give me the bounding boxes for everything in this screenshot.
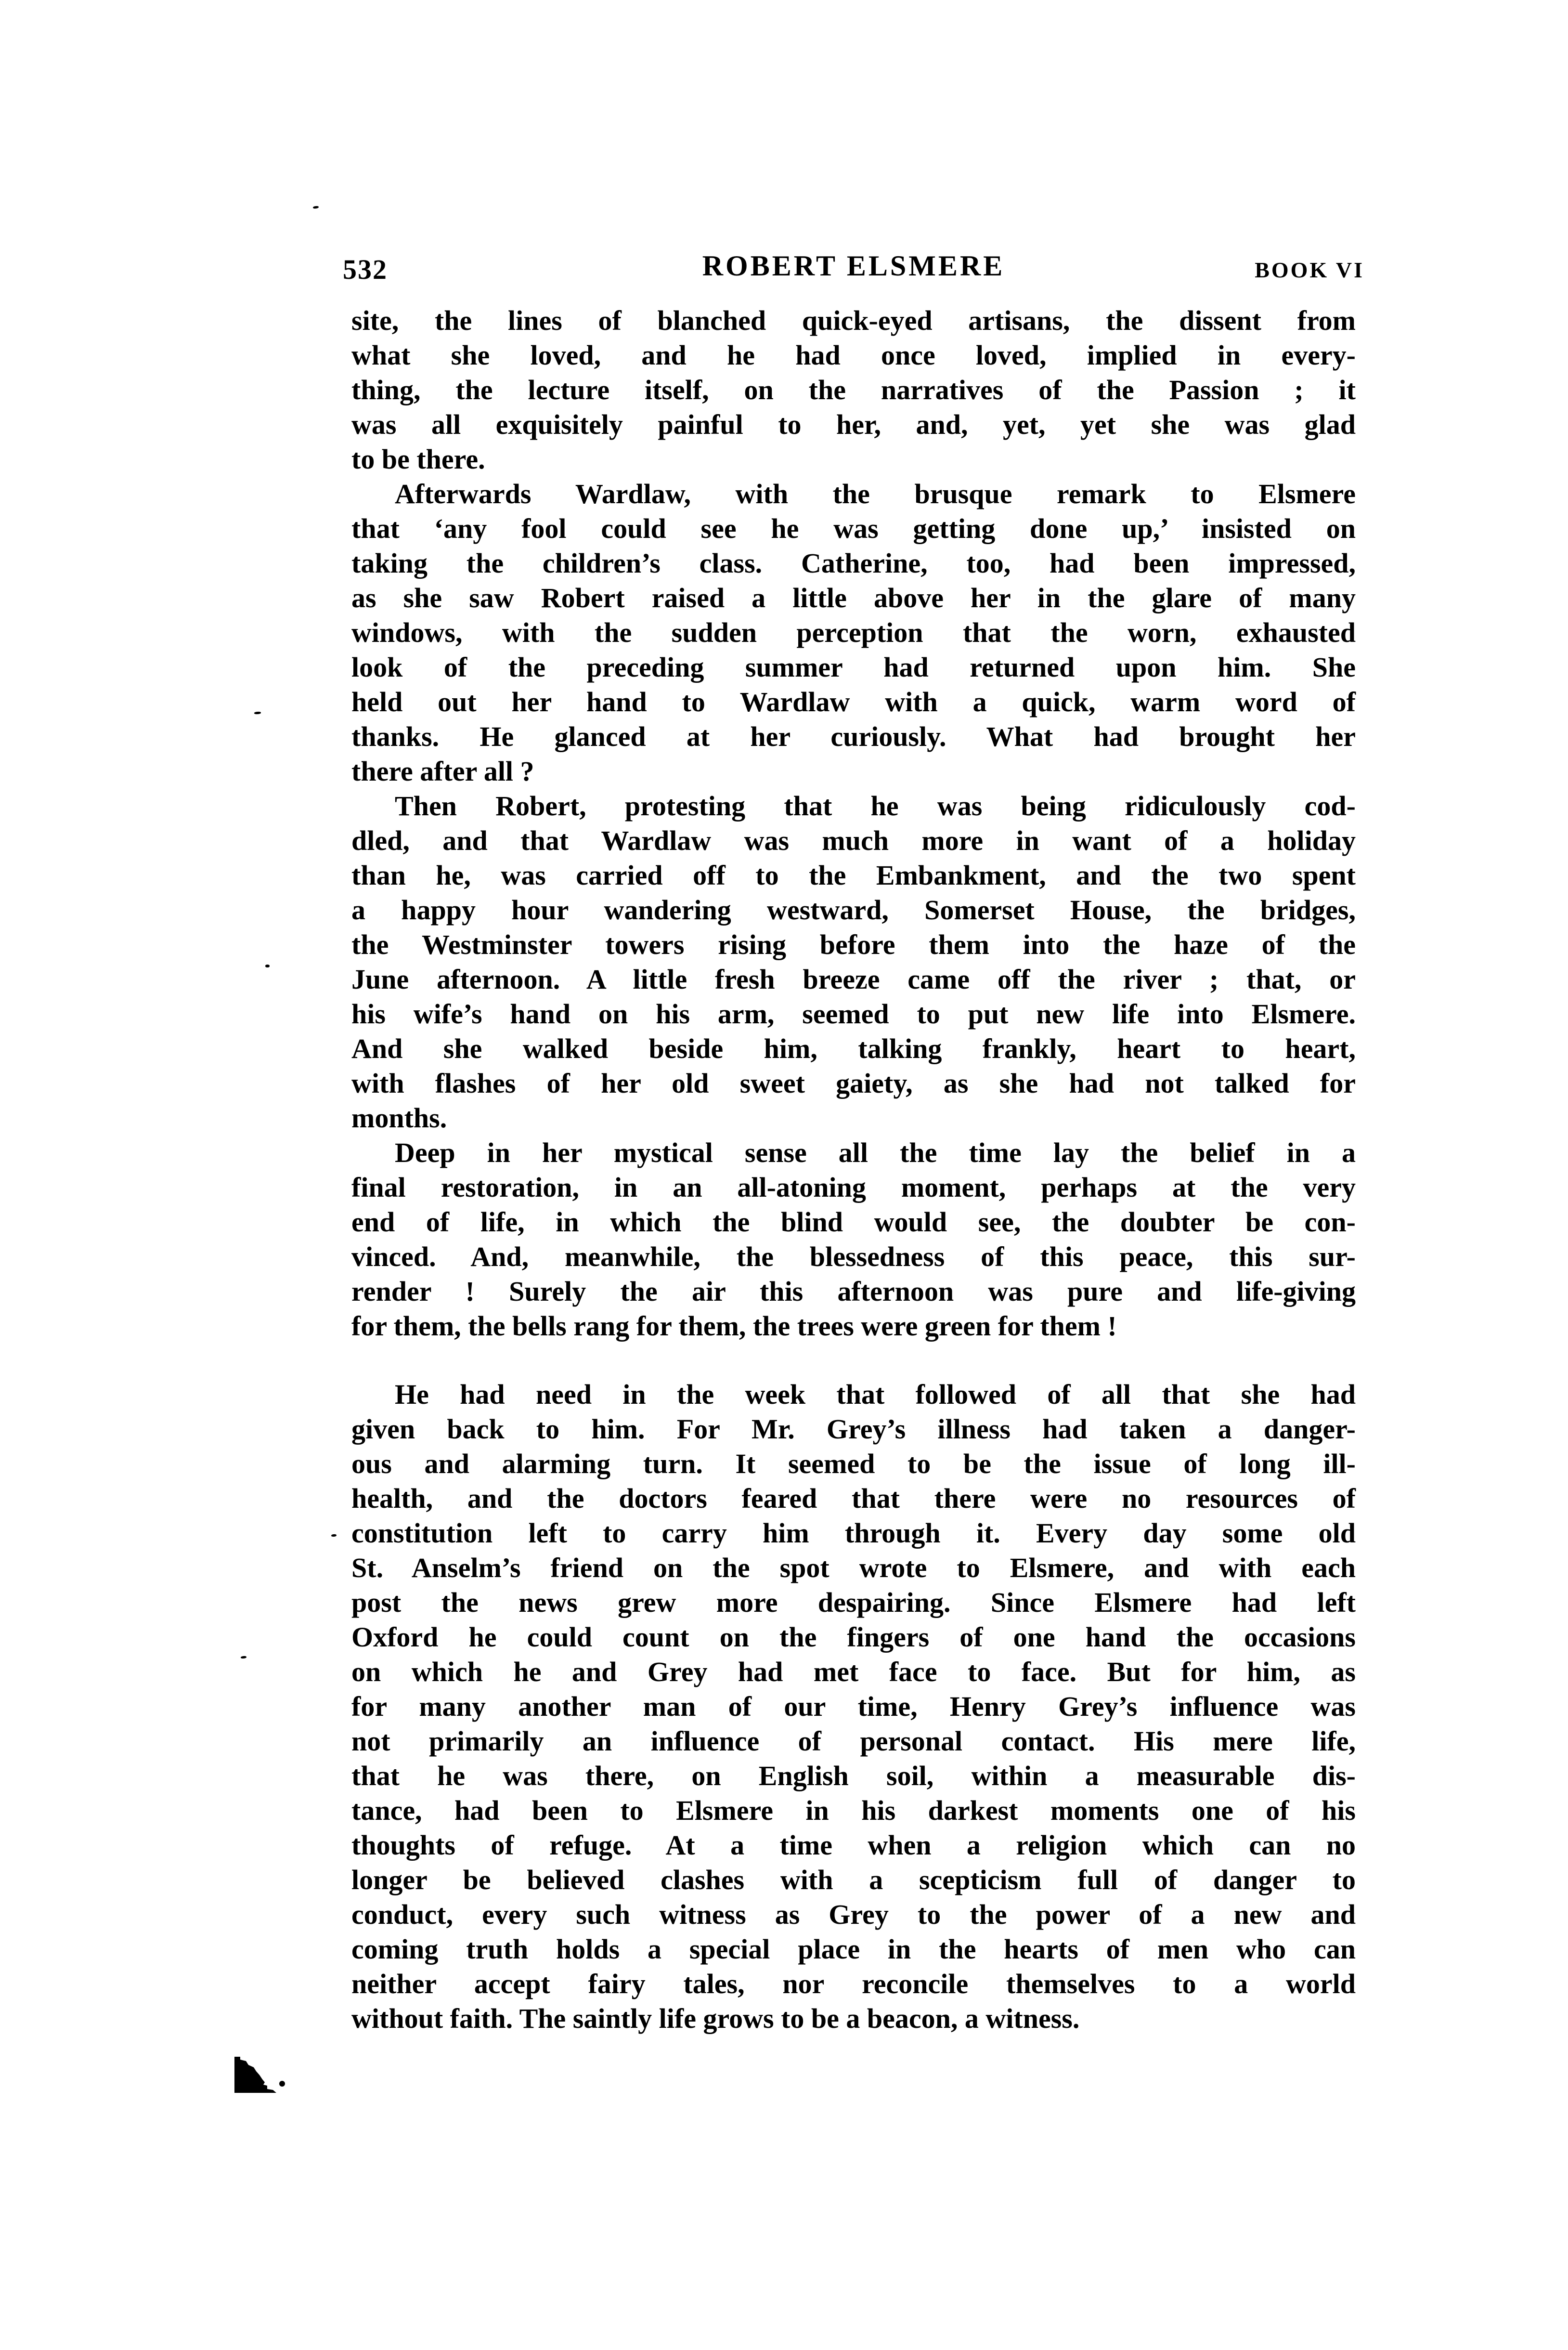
text-line: tance, had been to Elsmere in his darkest moments one of his — [351, 1795, 1356, 1826]
text-line: look of the preceding summer had returned upon him. She — [351, 652, 1356, 683]
ink-speck-artifact — [254, 712, 261, 715]
text-line: Oxford he could count on the fingers of one hand the occasions — [351, 1621, 1356, 1653]
text-line: as she saw Robert raised a little above her in the glare of many — [351, 582, 1356, 614]
text-line: there after all ? — [351, 756, 534, 787]
text-line: to be there. — [351, 444, 485, 475]
text-line: coming truth holds a special place in the hearts of men who can — [351, 1933, 1356, 1965]
running-header — [343, 249, 1364, 290]
text-line: that he was there, on English soil, within a measurable dis- — [351, 1760, 1356, 1791]
text-line: that ‘any fool could see he was getting done up,’ insisted on — [351, 513, 1356, 544]
text-line: render ! Surely the air this afternoon was pure and life-giving — [351, 1276, 1356, 1307]
text-line: thoughts of refuge. At a time when a religion which can no — [351, 1829, 1356, 1861]
page-number: 532 — [343, 254, 388, 285]
paragraph — [351, 477, 1356, 789]
text-body — [351, 303, 1356, 2036]
text-line: held out her hand to Wardlaw with a quick, warm word of — [351, 686, 1356, 718]
text-line: given back to him. For Mr. Grey’s illness had taken a danger- — [351, 1413, 1356, 1445]
text-line: without faith. The saintly life grows to be a beacon, a witness. — [351, 2003, 1080, 2034]
text-line: post the news grew more despairing. Since Elsmere had left — [351, 1587, 1356, 1618]
text-line: And she walked beside him, talking frankly, heart to heart, — [351, 1033, 1356, 1064]
text-line: thanks. He glanced at her curiously. What had brought her — [351, 721, 1356, 752]
text-line: site, the lines of blanched quick-eyed artisans, the dissent from — [351, 305, 1356, 336]
paragraph — [351, 303, 1356, 477]
text-line: than he, was carried off to the Embankment, and the two spent — [351, 860, 1356, 891]
paragraph — [351, 789, 1356, 1136]
text-line: Afterwards Wardlaw, with the brusque remark to Elsmere — [395, 478, 1356, 509]
text-line: with flashes of her old sweet gaiety, as she had not talked for — [351, 1068, 1356, 1099]
text-line: taking the children’s class. Catherine, too, had been impressed, — [351, 548, 1356, 579]
text-line: the Westminster towers rising before them into the haze of the — [351, 929, 1356, 960]
ink-speck-artifact — [313, 206, 319, 209]
text-line: his wife’s hand on his arm, seemed to put new life into Elsmere. — [351, 998, 1356, 1030]
text-line: thing, the lecture itself, on the narratives of the Passion ; it — [351, 374, 1356, 405]
text-line: for them, the bells rang for them, the trees were green for them ! — [351, 1310, 1117, 1342]
paragraph — [351, 1136, 1356, 1344]
running-title: ROBERT ELSMERE — [702, 250, 1005, 282]
text-line: constitution left to carry him through it. Every day some old — [351, 1517, 1356, 1549]
ink-speck-artifact — [331, 1534, 337, 1537]
ink-blob-artifact — [233, 2054, 290, 2099]
text-line: not primarily an influence of personal contact. His mere life, — [351, 1725, 1356, 1757]
book-label: BOOK VI — [1255, 258, 1364, 282]
text-line: months. — [351, 1102, 447, 1134]
text-line: June afternoon. A little fresh breeze came off the river ; that, or — [351, 964, 1356, 995]
text-line: vinced. And, meanwhile, the blessedness of this peace, this sur- — [351, 1241, 1356, 1272]
text-line: ous and alarming turn. It seemed to be the issue of long ill- — [351, 1448, 1356, 1479]
text-line: He had need in the week that followed of all that she had — [395, 1379, 1356, 1410]
text-line: final restoration, in an all-atoning moment, perhaps at the very — [351, 1172, 1356, 1203]
ink-speck-artifact — [265, 965, 270, 967]
paragraph — [351, 1377, 1356, 2036]
text-line: was all exquisitely painful to her, and, yet, yet she was glad — [351, 409, 1356, 440]
text-line: St. Anselm’s friend on the spot wrote to Elsmere, and with each — [351, 1552, 1356, 1583]
text-line: longer be believed clashes with a scepticism full of danger to — [351, 1864, 1356, 1895]
text-line: conduct, every such witness as Grey to the power of a new and — [351, 1899, 1356, 1930]
ink-speck-artifact — [241, 1656, 246, 1658]
text-line: Then Robert, protesting that he was being ridiculously cod- — [395, 790, 1356, 822]
text-line: Deep in her mystical sense all the time lay the belief in a — [395, 1137, 1356, 1168]
text-line: windows, with the sudden perception that the worn, exhausted — [351, 617, 1356, 648]
text-line: on which he and Grey had met face to face. But for him, as — [351, 1656, 1356, 1687]
text-line: dled, and that Wardlaw was much more in want of a holiday — [351, 825, 1356, 856]
text-line: neither accept fairy tales, nor reconcile themselves to a world — [351, 1968, 1356, 1999]
text-line: for many another man of our time, Henry Grey’s influence was — [351, 1691, 1356, 1722]
text-line: health, and the doctors feared that there were no resources of — [351, 1483, 1356, 1514]
text-line: end of life, in which the blind would see, the doubter be con- — [351, 1206, 1356, 1238]
text-line: what she loved, and he had once loved, implied in every- — [351, 339, 1356, 371]
text-line: a happy hour wandering westward, Somerset House, the bridges, — [351, 894, 1356, 926]
